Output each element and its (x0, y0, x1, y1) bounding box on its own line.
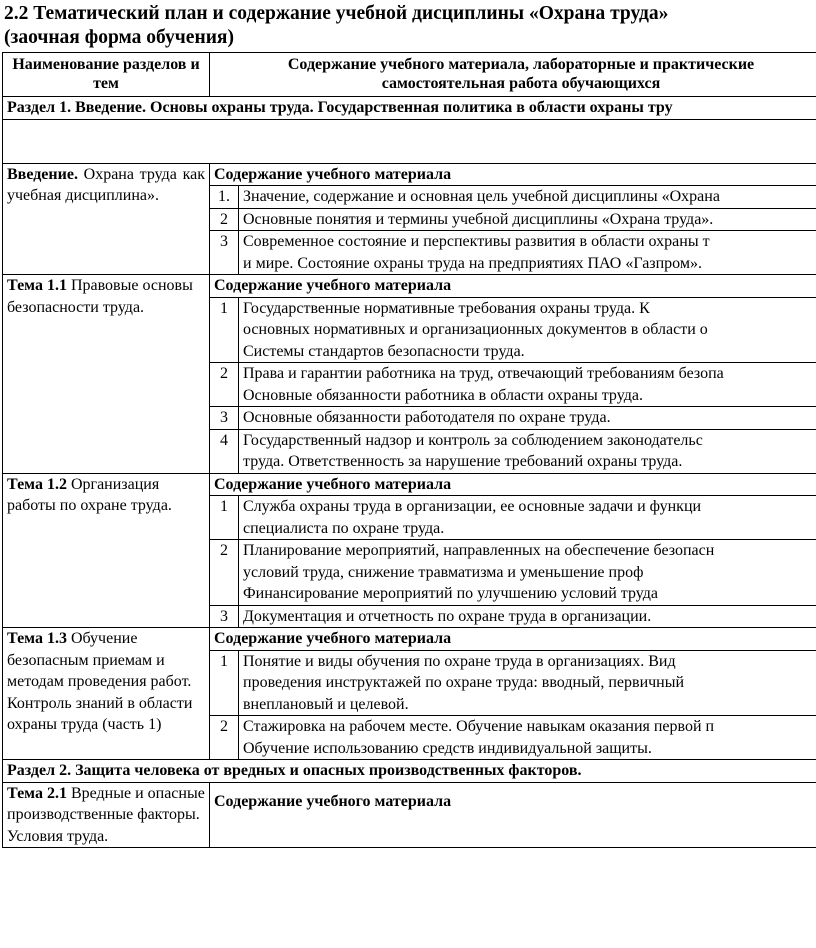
item-text-line: Права и гарантии работника на труд, отвечающий требованиям безопа (243, 365, 724, 382)
item-number: 2 (210, 363, 239, 407)
topic-1-2-number: Тема 1.2 (7, 475, 67, 493)
item-number: 3 (210, 231, 239, 275)
thematic-plan-table (2, 52, 816, 848)
topic-intro-number: Введение. (7, 165, 78, 183)
item-text (239, 363, 816, 407)
item-text-line: Современное состояние и перспективы развития в области охраны т (243, 233, 710, 250)
content-label: Содержание учебного материала (210, 275, 816, 298)
topic-2-1-number: Тема 2.1 (7, 784, 67, 802)
topic-1-3-title: Обучение безопасным приемам и методам проведения работ. Контроль знаний в области охраны труда (часть 1) (7, 630, 193, 733)
table-header-row (3, 53, 816, 97)
item-number: 2 (210, 540, 239, 606)
topic-1-2 (3, 473, 210, 628)
topic-1-1-number: Тема 1.1 (7, 277, 67, 294)
item-text: Основные понятия и термины учебной дисциплины «Охрана труда». (239, 208, 816, 231)
item-text-line: Системы стандартов безопасности труда. (243, 342, 525, 360)
item-text (239, 231, 816, 275)
table-row (3, 473, 816, 496)
document-title (4, 2, 816, 50)
item-number: 1 (210, 297, 239, 363)
section-1-title: Раздел 1. Введение. Основы охраны труда. Государственная политика в области охраны тру (3, 97, 816, 120)
topic-2-1 (3, 782, 210, 848)
item-text: Документация и отчетность по охране труда в организации. (239, 605, 816, 628)
item-text-line: труда. Ответственность за нарушение требований охраны труда. (243, 453, 683, 470)
section-row (3, 760, 816, 783)
item-number: 1 (210, 650, 239, 716)
topic-2-1-title: Вредные и опасные производственные факторы. Условия труда. (7, 784, 205, 845)
item-text (239, 297, 816, 363)
title-line-2: (заочная форма обучения) (4, 27, 234, 48)
item-number: 4 (210, 429, 239, 473)
item-text (239, 429, 816, 473)
item-number: 2 (210, 208, 239, 231)
header-content-line-2: самостоятельная работа обучающихся (381, 75, 661, 92)
item-text-line: Служба охраны труда в организации, ее основные задачи и функци (243, 498, 702, 515)
item-text-line: и мире. Состояние охраны труда на предприятиях ПАО «Газпром». (243, 254, 702, 272)
section-row (3, 97, 816, 120)
item-text-line: специалиста по охране труда. (243, 519, 445, 537)
item-text-line: Стажировка на рабочем месте. Обучение навыкам оказания первой п (243, 718, 715, 735)
content-label: Содержание учебного материала (210, 782, 816, 848)
item-text-line: проведения инструктажей по охране труда: вводный, первичный (243, 674, 685, 691)
topic-intro-title: Охрана труда как учебная дисциплина». (7, 165, 205, 204)
item-text (239, 540, 816, 606)
item-text-line: Понятие и виды обучения по охране труда в организациях. Вид (243, 652, 676, 670)
empty-row (3, 119, 816, 163)
table-row (3, 628, 816, 651)
item-text-line: Финансирование мероприятий по улучшению условий труда (243, 585, 658, 602)
item-number: 3 (210, 407, 239, 430)
item-text-line: Государственные нормативные требования охраны труда. К (243, 299, 650, 317)
item-text-line: Государственный надзор и контроль за соблюдением законодательс (243, 431, 703, 449)
content-label: Содержание учебного материала (210, 628, 816, 651)
item-number: 1 (210, 496, 239, 540)
item-number: 3 (210, 605, 239, 628)
title-line-1: 2.2 Тематический план и содержание учебной дисциплины «Охрана труда» (4, 3, 669, 24)
table-row (3, 782, 816, 848)
item-text-line: Основные обязанности работника в области охраны труда. (243, 386, 643, 404)
topic-1-3 (3, 628, 210, 760)
section-2-title: Раздел 2. Защита человека от вредных и опасных производственных факторов. (3, 760, 816, 783)
topic-1-2-title: Организация работы по охране труда. (7, 475, 172, 514)
empty-cell (3, 119, 816, 163)
item-number: 2 (210, 716, 239, 760)
table-row (3, 275, 816, 298)
item-number: 1. (210, 186, 239, 209)
item-text (239, 496, 816, 540)
topic-1-1 (3, 275, 210, 474)
item-text-line: основных нормативных и организационных документов в области о (243, 321, 708, 338)
topic-intro (3, 163, 210, 275)
header-col-sections: Наименование разделов и тем (3, 53, 210, 97)
content-label: Содержание учебного материала (210, 473, 816, 496)
topic-1-3-number: Тема 1.3 (7, 630, 67, 647)
item-text-line: внеплановый и целевой. (243, 695, 409, 713)
content-label: Содержание учебного материала (210, 163, 816, 186)
item-text (239, 650, 816, 716)
topic-1-1-title: Правовые основы безопасности труда. (7, 277, 193, 316)
item-text (239, 716, 816, 760)
header-content-line-1: Содержание учебного материала, лабораторные и практические (287, 56, 755, 73)
item-text: Основные обязанности работодателя по охране труда. (239, 407, 816, 430)
item-text-line: условий труда, снижение травматизма и уменьшение проф (243, 563, 644, 581)
item-text-line: Обучение использованию средств индивидуальной защиты. (243, 739, 652, 757)
item-text-line: Планирование мероприятий, направленных на обеспечение безопасн (243, 542, 715, 559)
item-text: Значение, содержание и основная цель учебной дисциплины «Охрана (239, 186, 816, 209)
header-col-content (210, 53, 816, 97)
table-row (3, 163, 816, 186)
